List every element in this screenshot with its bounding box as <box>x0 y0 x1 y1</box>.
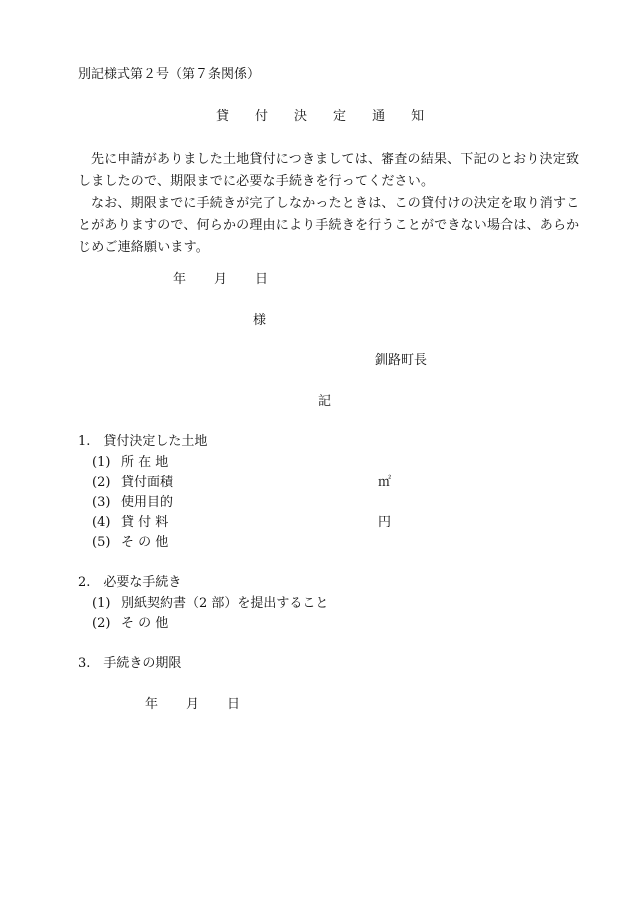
section-1-item-label: 貸 付 料 <box>121 515 169 530</box>
section-2-heading: 2. 必要な手続き <box>78 575 182 590</box>
section-1-item-label: 貸付面積 <box>121 475 174 490</box>
title-char: 貸 <box>216 109 230 124</box>
section-2-item-num: (2) <box>92 616 111 631</box>
deadline-month-label: 月 <box>186 697 200 712</box>
section-1-item-unit: ㎡ <box>378 475 392 490</box>
form-label: 別記様式第２号（第７条関係） <box>78 67 261 82</box>
section-2-item-num: (1) <box>92 596 111 611</box>
section-2-item-label: 別紙契約書（2 部）を提出すること <box>121 596 329 611</box>
section-2-item-label: そ の 他 <box>121 616 169 631</box>
section-1-item-num: (3) <box>92 495 111 510</box>
section-1-item-unit: 円 <box>378 515 392 530</box>
section-1-item-num: (4) <box>92 515 111 530</box>
title-char: 定 <box>333 109 347 124</box>
date-month-label: 月 <box>214 272 228 287</box>
sender-name: 釧路町長 <box>375 353 428 368</box>
deadline-day-label: 日 <box>227 697 241 712</box>
section-1-heading: 1. 貸付決定した土地 <box>78 434 208 449</box>
ki-label: 記 <box>318 394 332 409</box>
title-char: 知 <box>411 109 425 124</box>
addressee-suffix: 様 <box>253 313 267 328</box>
date-day-label: 日 <box>255 272 269 287</box>
section-3-heading: 3. 手続きの期限 <box>78 656 182 671</box>
section-1-item-num: (5) <box>92 535 111 550</box>
section-1-item-label: そ の 他 <box>121 535 169 550</box>
date-year-label: 年 <box>173 272 187 287</box>
section-1-item-label: 所 在 地 <box>121 455 169 470</box>
deadline-year-label: 年 <box>145 697 159 712</box>
title-char: 通 <box>372 109 386 124</box>
document-title <box>216 110 424 123</box>
title-char: 決 <box>294 109 308 124</box>
title-char: 付 <box>255 109 269 124</box>
section-1-item-num: (2) <box>92 475 111 490</box>
section-1-item-num: (1) <box>92 455 111 470</box>
body-paragraph-1: 先に申請がありました土地貸付につきましては、審査の結果、下記のとおり決定致しましたので、期限までに必要な手続きを行ってください。 <box>78 152 580 189</box>
section-1-item-label: 使用目的 <box>121 495 174 510</box>
body-paragraph-2: なお、期限までに手続きが完了しなかったときは、この貸付けの決定を取り消すことがありますので、何らかの理由により手続きを行うことができない場合は、あらかじめご連絡願います。 <box>78 196 580 255</box>
